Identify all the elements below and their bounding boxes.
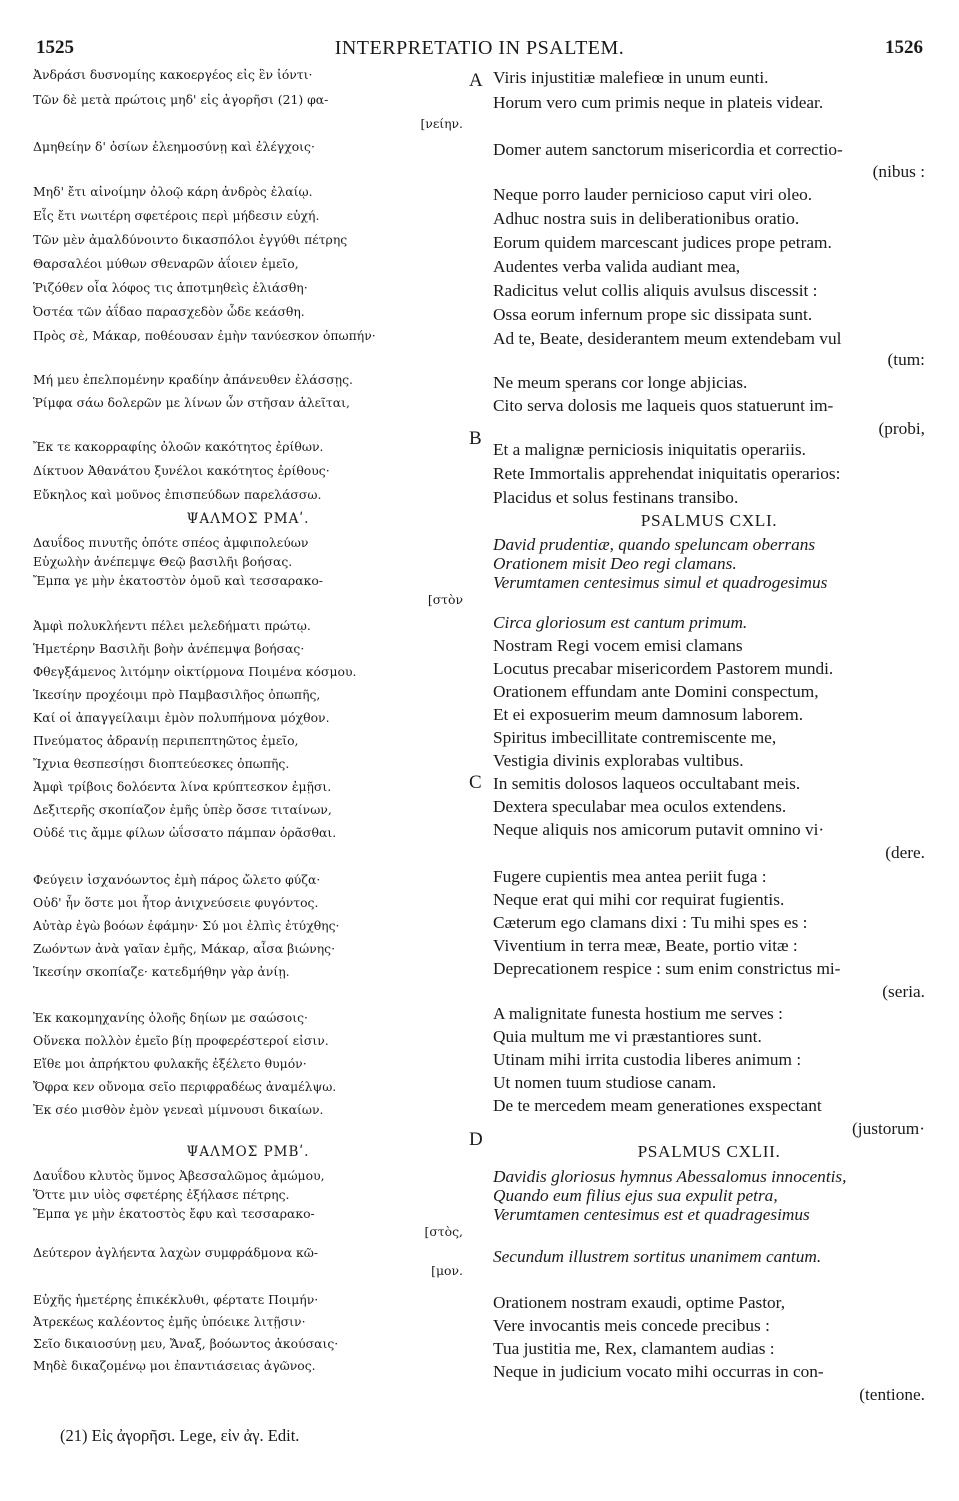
latin-superscription-line: Verumtamen centesimus est et quadragesimus (493, 1205, 810, 1224)
footnote: (21) Εἰς ἀγορῆσι. Lege, εἰν ἀγ. Edit. (60, 1426, 300, 1445)
greek-verse-line: Οὕνεκα πολλὸν ἐμεῖο βίῃ προφερέστεροί εἰσιν. (33, 1033, 329, 1048)
greek-verse-continuation: [νείην. (420, 116, 463, 131)
latin-verse-line: Locutus precabar misericordem Pastorem mundi. (493, 659, 834, 678)
greek-verse-line: Φθεγξάμενος λιτόμην οἰκτίρμονα Ποιμένα κόσμου. (33, 664, 357, 679)
latin-verse-line: Viris injustitiæ malefieœ in unum eunti. (493, 68, 769, 87)
greek-verse-line: Οὐδέ τις ἄμμε φίλων ὠΐσσατο πάμπαν ὁρᾶσθαι. (33, 825, 337, 840)
greek-verse-line: Ἔμπα γε μὴν ἑκατοστὸς ἔφυ καὶ τεσσαρακο- (33, 1206, 315, 1221)
greek-verse-line: Καί οἱ ἀπαγγείλαιμι ἐμὸν πολυπήμονα μόχθον. (33, 710, 330, 725)
latin-verse-line: Ne meum sperans cor longe abjicias. (493, 373, 748, 392)
latin-verse-continuation: (tentione. (859, 1385, 925, 1404)
latin-verse-line: Cito serva dolosis me laqueis quos statuerunt im- (493, 396, 834, 415)
greek-verse-line: Ῥιζόθεν οἷα λόφος τις ἀποτμηθεὶς ἐλιάσθη· (33, 280, 308, 295)
latin-verse-line: Vestigia divinis explorabas vultibus. (493, 751, 744, 770)
greek-verse-line: Ὄφρα κεν οὔνομα σεῖο περιφραδέως ἀναμέλψω. (33, 1079, 337, 1094)
margin-letter-d: D (469, 1129, 483, 1150)
latin-verse-line: Spiritus imbecillitate contremiscente me, (493, 728, 777, 747)
latin-verse-line: Horum vero cum primis neque in plateis videar. (493, 93, 824, 112)
latin-verse-line: Et a malignæ perniciosis iniquitatis operariis. (493, 440, 806, 459)
greek-verse-line: Δαυΐδου κλυτὸς ὕμνος Ἀβεσσαλῶμος ἀμώμου, (33, 1168, 325, 1183)
greek-verse-line: Ἀμφὶ τρίβοις δολόεντα λίνα κρύπτεσκον ἐμῇσι. (33, 779, 332, 794)
greek-verse-line: Δμηθείην δ' ὁσίων ἐλεημοσύνῃ καὶ ἐλέγχοις· (33, 139, 315, 154)
greek-verse-line: Ἀτρεκέως καλέοντος ἐμῆς ὑπόεικε λιτῇσιν· (33, 1314, 306, 1329)
greek-verse-line: Πρὸς σὲ, Μάκαρ, ποθέουσαν ἐμὴν τανύεσκον ὀπωπήν· (33, 328, 376, 343)
greek-verse-line: Εἴθε μοι ἀπρήκτου φυλακῆς ἐξέλετο θυμόν· (33, 1056, 307, 1071)
latin-verse-line: Audentes verba valida audiant mea, (493, 257, 741, 276)
latin-verse-line: A malignitate funesta hostium me serves : (493, 1004, 783, 1023)
latin-verse-line: Nostram Regi vocem emisi clamans (493, 636, 743, 655)
greek-verse-line: Ἀμφὶ πολυκλήεντι πέλει μελεδήματι πρώτῳ. (33, 618, 311, 633)
latin-superscription-line: Secundum illustrem sortitus unanimem cantum. (493, 1247, 822, 1266)
latin-verse-continuation: (dere. (885, 843, 925, 862)
greek-verse-line: Ἔκ τε κακορραφίης ὀλοῶν κακότητος ἐρίθων. (33, 439, 324, 454)
greek-verse-line: Δεξιτερῆς σκοπίαζον ἐμῆς ὑπὲρ ὄσσε τιταίνων, (33, 802, 332, 817)
greek-verse-line: Δαυΐδος πινυτῆς ὁπότε σπέος ἀμφιπολεύων (33, 535, 309, 550)
greek-verse-line: Αὐτὰρ ἐγὼ βοόων ἐφάμην· Σύ μοι ἐλπὶς ἐτύχθης· (33, 918, 340, 933)
latin-verse-line: Neque porro lauder pernicioso caput viri oleo. (493, 185, 813, 204)
latin-verse-line: Ossa eorum infernum prope sic dissipata sunt. (493, 305, 813, 324)
greek-verse-line: Πνεύματος ἀδρανίῃ περιπεπτηῶτος ἐμεῖο, (33, 733, 299, 748)
greek-verse-line: Σεῖο δικαιοσύνῃ μευ, Ἄναξ, βοόωντος ἀκούσαις· (33, 1336, 339, 1351)
greek-verse-line: Ἔμπα γε μὴν ἑκατοστὸν ὁμοῦ καὶ τεσσαρακο- (33, 573, 323, 588)
margin-letter-b: B (469, 428, 482, 449)
greek-verse-line: Εὐχωλὴν ἀνέπεμψε Θεῷ βασιλῆι βοήσας. (33, 554, 293, 569)
greek-psalm-heading: ΨΑΛΜΟΣ ΡΜΒʹ. (186, 1144, 310, 1160)
latin-verse-line: Ut nomen tuum studiose canam. (493, 1073, 717, 1092)
latin-verse-line: Eorum quidem marcescant judices prope petram. (493, 233, 832, 252)
greek-verse-line: Ἐκ σέο μισθὸν ἐμὸν γενεαὶ μίμνουσι δικαίων. (33, 1102, 324, 1117)
latin-verse-line: Fugere cupientis mea antea periit fuga : (493, 867, 767, 886)
latin-psalm-heading: PSALMUS CXLII. (637, 1142, 781, 1161)
greek-verse-line: Δεύτερον ἀγλήεντα λαχὼν συμφράδμονα κῶ- (33, 1245, 319, 1260)
greek-verse-line: Εὔκηλος καὶ μοῦνος ἐπισπεύδων παρελάσσω. (33, 487, 322, 502)
greek-verse-line: Ἐκ κακομηχανίης ὀλοῆς δηίων με σαώσοις· (33, 1010, 308, 1025)
greek-verse-continuation: [στὸν (427, 592, 463, 607)
greek-verse-line: Εὐχῆς ἡμετέρης ἐπικέκλυθι, φέρτατε Ποιμήν· (33, 1292, 319, 1307)
latin-verse-line: Dextera speculabar mea oculos extendens. (493, 797, 787, 816)
running-title: INTERPRETATIO IN PSALTEM. (334, 37, 625, 59)
latin-verse-line: Neque aliquis nos amicorum putavit omnino vi· (493, 820, 825, 839)
latin-verse-line: Neque erat qui mihi cor requirat fugientis. (493, 890, 785, 909)
greek-verse-continuation: [μον. (431, 1263, 463, 1278)
greek-verse-line: Ῥίμφα σάω δολερῶν με λίνων ὧν στῆσαν ἀλεῖται, (33, 395, 350, 410)
right-page-number: 1526 (885, 37, 923, 58)
latin-verse-line: Radicitus velut collis aliquis avulsus discessit : (493, 281, 818, 300)
latin-superscription-line: Verumtamen centesimus simul et quadrogesimus (493, 573, 828, 592)
greek-verse-line: Τῶν δὲ μετὰ πρώτοις μηδ' εἰς ἀγορῆσι (21) φα- (33, 92, 329, 107)
greek-verse-line: Εἷς ἔτι νωιτέρη σφετέροις περὶ μήδεσιν εὐχή. (33, 208, 320, 223)
greek-verse-line: Ὅττε μιν υἱὸς σφετέρης ἐξήλασε πέτρης. (33, 1187, 290, 1202)
latin-verse-line: Cæterum ego clamans dixi : Tu mihi spes es : (493, 913, 808, 932)
greek-psalm-heading: ΨΑΛΜΟΣ ΡΜΑʹ. (186, 511, 310, 527)
greek-verse-line: Μηδὲ δικαζομένῳ μοι ἐπαντιάσειας ἀγῶνος. (33, 1358, 316, 1373)
latin-verse-continuation: (tum: (887, 350, 925, 369)
latin-verse-line: Quia multum me vi præstantiores sunt. (493, 1027, 762, 1046)
latin-verse-line: Placidus et solus festinans transibo. (493, 488, 739, 507)
latin-verse-line: Utinam mihi irrita custodia liberes animum : (493, 1050, 802, 1069)
greek-verse-line: Οὐδ' ἦν ὅστε μοι ἦτορ ἀνιχνεύσειε φυγόντος. (33, 895, 319, 910)
latin-verse-line: Vere invocantis meis concede precibus : (493, 1316, 770, 1335)
latin-superscription-line: Orationem misit Deo regi clamans. (493, 554, 737, 573)
page-header (36, 37, 923, 61)
greek-verse-line: Ἱκεσίην σκοπίαζε· κατεδμήθην γὰρ ἀνίῃ. (33, 964, 290, 979)
latin-verse-line: Ad te, Beate, desiderantem meum extendebam vul (493, 329, 842, 348)
greek-verse-line: Ἡμετέρην Βασιλῆι βοὴν ἀνέπεμψα βοήσας· (33, 641, 305, 656)
latin-verse-line: Et ei exposuerim meum damnosum laborem. (493, 705, 804, 724)
greek-verse-continuation: [στὸς, (424, 1224, 463, 1239)
greek-verse-line: Ἀνδράσι δυσνομίης κακοεργέος εἰς ἓν ἰόντι· (33, 67, 313, 82)
latin-verse-continuation: (seria. (882, 982, 925, 1001)
latin-superscription-line: Circa gloriosum est cantum primum. (493, 613, 748, 632)
latin-superscription-line: Davidis gloriosus hymnus Abessalomus innocentis, (493, 1167, 847, 1186)
latin-verse-line: De te mercedem meam generationes exspectant (493, 1096, 822, 1115)
greek-verse-line: Ὀστέα τῶν ἀΐδαο παρασχεδὸν ὧδε κεάσθη. (33, 304, 305, 319)
latin-verse-line: Viventium in terra meæ, Beate, portio vitæ : (493, 936, 798, 955)
latin-verse-line: Adhuc nostra suis in deliberationibus oratio. (493, 209, 800, 228)
latin-superscription-line: David prudentiæ, quando speluncam oberrans (493, 535, 816, 554)
latin-verse-line: In semitis dolosos laqueos occultabant meis. (493, 774, 801, 793)
latin-superscription-line: Quando eum filius ejus sua expulit petra, (493, 1186, 778, 1205)
latin-verse-line: Tua justitia me, Rex, clamantem audias : (493, 1339, 775, 1358)
latin-verse-continuation: (nibus : (872, 162, 925, 181)
greek-verse-line: Τῶν μὲν ἀμαλδύνοιντο δικασπόλοι ἐγγύθι πέτρης (33, 232, 348, 247)
greek-verse-line: Ἱκεσίην προχέοιμι πρὸ Παμβασιλῆος ὀπωπῆς, (33, 687, 321, 702)
latin-verse-line: Domer autem sanctorum misericordia et correctio- (493, 140, 843, 159)
greek-verse-line: Δίκτυον Ἀθανάτου ξυνέλοι κακότητος ἐρίθους· (33, 463, 330, 478)
latin-verse-line: Orationem effundam ante Domini conspectum, (493, 682, 819, 701)
greek-verse-line: Φεύγειν ἰσχανόωντος ἐμὴ πάρος ὤλετο φύζα· (33, 872, 321, 887)
latin-verse-line: Deprecationem respice : sum enim constrictus mi- (493, 959, 841, 978)
greek-verse-line: Ζωόντων ἀνὰ γαῖαν ἐμῆς, Μάκαρ, αἶσα βιώνης· (33, 941, 336, 956)
latin-verse-line: Neque in judicium vocato mihi occurras in con- (493, 1362, 824, 1381)
latin-verse-line: Orationem nostram exaudi, optime Pastor, (493, 1293, 786, 1312)
left-page-number: 1525 (36, 37, 74, 58)
latin-verse-continuation: (probi, (878, 419, 925, 438)
greek-verse-line: Μή μευ ἐπελπομένην κραδίην ἀπάνευθεν ἐλάσσῃς. (33, 372, 353, 387)
margin-letter-c: C (469, 772, 482, 793)
latin-psalm-heading: PSALMUS CXLI. (640, 511, 778, 530)
latin-verse-continuation: (justorum· (852, 1119, 925, 1138)
greek-verse-line: Ἴχνια θεσπεσίῃσι διοπτεύεσκες ὀπωπῆς. (33, 756, 290, 771)
greek-verse-line: Μηδ' ἔτι αἰνοίμην ὀλοῷ κάρη ἀνδρὸς ἐλαίῳ. (33, 184, 313, 199)
latin-verse-line: Rete Immortalis apprehendat iniquitatis operarios: (493, 464, 841, 483)
greek-verse-line: Θαρσαλέοι μύθων σθεναρῶν ἀΐοιεν ἐμεῖο, (33, 256, 299, 271)
margin-letter-a: A (469, 70, 483, 91)
